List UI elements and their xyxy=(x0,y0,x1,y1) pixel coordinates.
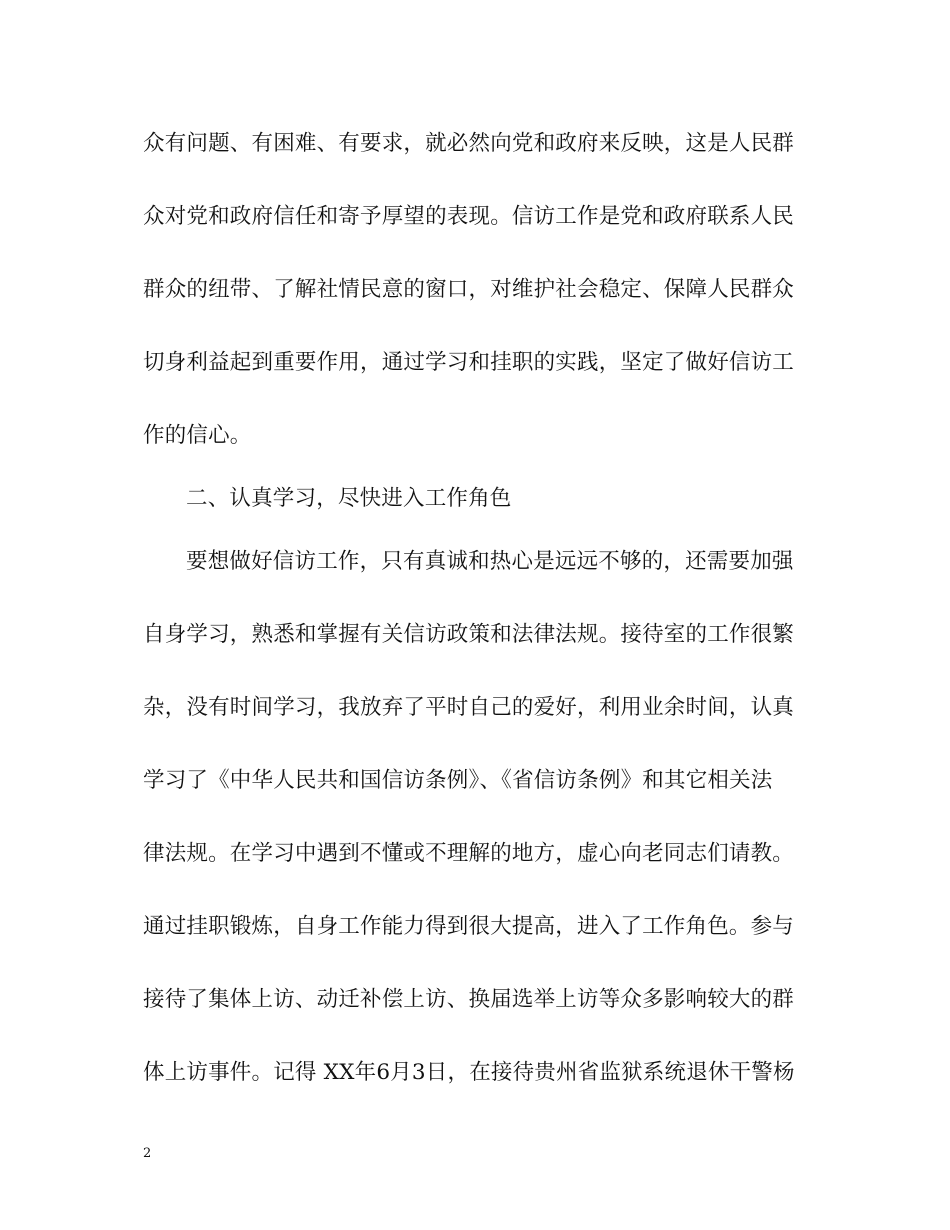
text-line: 杂，没有时间学习，我放弃了平时自己的爱好，利用业余时间，认真 xyxy=(143,695,795,720)
text-line: 学习了《中华人民共和国信访条例》、《省信访条例》和其它相关法 xyxy=(143,768,773,793)
text-line: 众有问题、有困难、有要求，就必然向党和政府来反映，这是人民群 xyxy=(143,131,795,156)
section-heading: 二、认真学习，尽快进入工作角色 xyxy=(186,486,512,511)
text-line: 要想做好信访工作，只有真诚和热心是远远不够的，还需要加强 xyxy=(186,549,794,574)
text-line: 体上访事件。记得 XX年6月3日，在接待贵州省监狱系统退休干警杨 xyxy=(143,1060,795,1085)
text-line: 众对党和政府信任和寄予厚望的表现。信访工作是党和政府联系人民 xyxy=(143,204,795,229)
text-line: 通过挂职锻炼，自身工作能力得到很大提高，进入了工作角色。参与 xyxy=(143,914,795,939)
text-line: 律法规。在学习中遇到不懂或不理解的地方，虚心向老同志们请教。 xyxy=(143,841,795,866)
text-line: 接待了集体上访、动迁补偿上访、换届选举上访等众多影响较大的群 xyxy=(143,987,795,1012)
text-line: 群众的纽带、了解社情民意的窗口，对维护社会稳定、保障人民群众 xyxy=(143,277,795,302)
text-line: 自身学习，熟悉和掌握有关信访政策和法律法规。接待室的工作很繁 xyxy=(143,622,795,647)
text-line: 切身利益起到重要作用，通过学习和挂职的实践，坚定了做好信访工 xyxy=(143,350,795,375)
text-line: 作的信心。 xyxy=(143,423,252,448)
page-number: 2 xyxy=(143,1146,152,1161)
